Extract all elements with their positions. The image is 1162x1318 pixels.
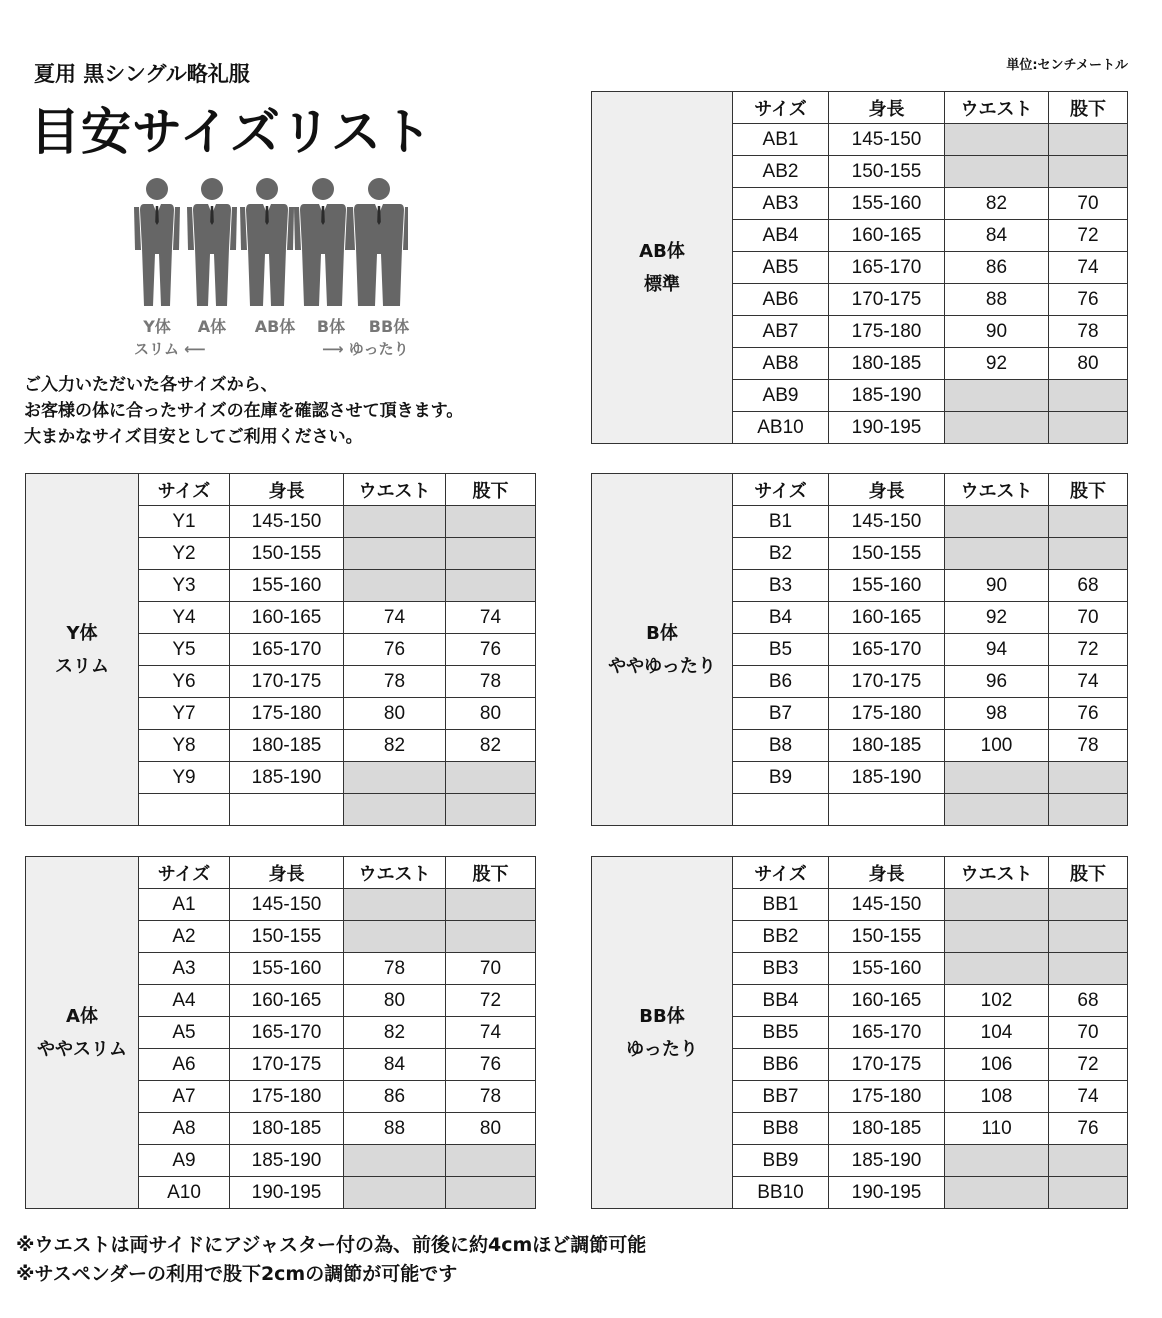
column-header-height: 身長 <box>829 857 945 889</box>
figure-label-ab: AB体 <box>254 317 296 336</box>
inseam-cell <box>446 1177 536 1209</box>
body-type-group-line: B体 <box>646 622 678 644</box>
column-header-size: サイズ <box>733 92 829 124</box>
size-cell: BB3 <box>733 953 829 985</box>
size-cell: AB8 <box>733 348 829 380</box>
inseam-cell <box>1049 762 1128 794</box>
column-header-size: サイズ <box>733 857 829 889</box>
waist-cell <box>945 380 1049 412</box>
height-cell: 180-185 <box>230 1113 344 1145</box>
person-right-arm <box>287 207 294 250</box>
waist-cell: 90 <box>945 316 1049 348</box>
waist-cell: 102 <box>945 985 1049 1017</box>
column-header-size: サイズ <box>139 474 230 506</box>
height-cell: 155-160 <box>829 953 945 985</box>
inseam-cell <box>1049 380 1128 412</box>
waist-cell <box>945 794 1049 826</box>
size-cell: Y8 <box>139 730 230 762</box>
inseam-cell: 76 <box>446 1049 536 1081</box>
height-cell: 150-155 <box>829 156 945 188</box>
height-cell: 145-150 <box>829 124 945 156</box>
size-cell: A10 <box>139 1177 230 1209</box>
waist-cell: 108 <box>945 1081 1049 1113</box>
waist-cell <box>945 921 1049 953</box>
height-cell: 145-150 <box>230 506 344 538</box>
height-cell: 190-195 <box>230 1177 344 1209</box>
height-cell: 160-165 <box>230 985 344 1017</box>
figure-label-b: B体 <box>316 317 346 336</box>
height-cell: 165-170 <box>829 1017 945 1049</box>
notes <box>16 1231 646 1289</box>
waist-cell: 74 <box>344 602 446 634</box>
size-cell: AB3 <box>733 188 829 220</box>
inseam-cell: 76 <box>1049 698 1128 730</box>
note-line: ※ウエストは両サイドにアジャスター付の為、前後に約4cmほど調節可能 <box>16 1234 647 1256</box>
height-cell: 160-165 <box>230 602 344 634</box>
size-cell: Y3 <box>139 570 230 602</box>
size-cell: Y2 <box>139 538 230 570</box>
size-cell: A8 <box>139 1113 230 1145</box>
person-left-arm <box>240 207 247 250</box>
size-cell: AB4 <box>733 220 829 252</box>
person-right-arm <box>173 207 180 250</box>
waist-cell <box>945 1177 1049 1209</box>
intro-text <box>24 372 463 450</box>
height-cell: 150-155 <box>829 921 945 953</box>
height-cell: 155-160 <box>829 188 945 220</box>
scale-slim-label: スリム ⟵ <box>134 340 206 358</box>
height-cell: 170-175 <box>829 1049 945 1081</box>
height-cell: 190-195 <box>829 1177 945 1209</box>
column-header-height: 身長 <box>829 92 945 124</box>
size-table-bb <box>591 856 1128 1209</box>
waist-cell: 78 <box>344 666 446 698</box>
unit-label: 単位:センチメートル <box>1006 58 1128 73</box>
inseam-cell <box>446 794 536 826</box>
body-type-group-label <box>592 857 733 1209</box>
inseam-cell: 70 <box>1049 602 1128 634</box>
waist-cell: 100 <box>945 730 1049 762</box>
body-type-group-label <box>26 474 139 826</box>
size-cell: AB9 <box>733 380 829 412</box>
figure-label-a: A体 <box>197 317 227 336</box>
person-head <box>201 178 223 200</box>
size-cell: Y6 <box>139 666 230 698</box>
body-type-group-line: AB体 <box>639 240 685 262</box>
height-cell: 160-165 <box>829 602 945 634</box>
table-header-row <box>26 474 536 506</box>
height-cell: 175-180 <box>230 698 344 730</box>
body-type-group-line: Y体 <box>66 622 98 644</box>
column-header-waist: ウエスト <box>344 474 446 506</box>
height-cell: 165-170 <box>230 634 344 666</box>
column-header-waist: ウエスト <box>945 92 1049 124</box>
size-cell: B8 <box>733 730 829 762</box>
table-header-row <box>592 857 1128 889</box>
column-header-height: 身長 <box>230 474 344 506</box>
size-cell: A5 <box>139 1017 230 1049</box>
inseam-cell <box>1049 1177 1128 1209</box>
inseam-cell: 76 <box>1049 284 1128 316</box>
size-cell: B9 <box>733 762 829 794</box>
body-type-group-label <box>592 474 733 826</box>
height-cell: 175-180 <box>230 1081 344 1113</box>
height-cell: 150-155 <box>829 538 945 570</box>
column-header-size: サイズ <box>733 474 829 506</box>
inseam-cell <box>1049 953 1128 985</box>
height-cell: 160-165 <box>829 985 945 1017</box>
size-cell: BB6 <box>733 1049 829 1081</box>
size-cell: A7 <box>139 1081 230 1113</box>
inseam-cell: 72 <box>1049 220 1128 252</box>
height-cell <box>829 794 945 826</box>
necktie <box>377 206 381 225</box>
intro-line: ご入力いただいた各サイズから、 <box>24 375 278 395</box>
waist-cell: 84 <box>344 1049 446 1081</box>
inseam-cell <box>446 921 536 953</box>
figure-label-bb: BB体 <box>368 317 410 336</box>
body-type-group-line: A体 <box>66 1005 98 1027</box>
inseam-cell: 78 <box>1049 316 1128 348</box>
height-cell: 160-165 <box>829 220 945 252</box>
column-header-height: 身長 <box>829 474 945 506</box>
figure-label-y: Y体 <box>143 317 171 336</box>
height-cell: 170-175 <box>230 1049 344 1081</box>
waist-cell: 90 <box>945 570 1049 602</box>
size-cell: B6 <box>733 666 829 698</box>
inseam-cell: 76 <box>446 634 536 666</box>
waist-cell <box>945 1145 1049 1177</box>
inseam-cell: 78 <box>446 1081 536 1113</box>
inseam-cell <box>446 506 536 538</box>
inseam-cell: 72 <box>1049 1049 1128 1081</box>
height-cell: 180-185 <box>829 1113 945 1145</box>
waist-cell: 98 <box>945 698 1049 730</box>
height-cell: 150-155 <box>230 921 344 953</box>
size-cell: AB5 <box>733 252 829 284</box>
person-head <box>312 178 334 200</box>
height-cell: 190-195 <box>829 412 945 444</box>
height-cell: 165-170 <box>230 1017 344 1049</box>
person-head <box>256 178 278 200</box>
body-type-group-label <box>592 92 733 444</box>
waist-cell <box>945 156 1049 188</box>
necktie <box>265 206 269 225</box>
column-header-inseam: 股下 <box>1049 92 1128 124</box>
height-cell: 170-175 <box>829 284 945 316</box>
size-cell: AB6 <box>733 284 829 316</box>
size-cell: AB10 <box>733 412 829 444</box>
body-type-group-label <box>26 857 139 1209</box>
inseam-cell: 76 <box>1049 1113 1128 1145</box>
height-cell: 145-150 <box>829 889 945 921</box>
size-cell: BB2 <box>733 921 829 953</box>
waist-cell: 82 <box>344 1017 446 1049</box>
waist-cell <box>344 762 446 794</box>
waist-cell <box>945 124 1049 156</box>
intro-line: お客様の体に合ったサイズの在庫を確認させて頂きます。 <box>24 401 464 421</box>
waist-cell: 82 <box>945 188 1049 220</box>
size-cell: B7 <box>733 698 829 730</box>
waist-cell: 80 <box>344 698 446 730</box>
intro-line: 大まかなサイズ目安としてご利用ください。 <box>24 427 363 447</box>
height-cell: 185-190 <box>829 380 945 412</box>
person-left-arm <box>187 207 194 250</box>
page-subtitle: 夏用 黒シングル略礼服 <box>34 62 250 86</box>
waist-cell <box>945 953 1049 985</box>
column-header-inseam: 股下 <box>1049 857 1128 889</box>
waist-cell <box>344 921 446 953</box>
height-cell: 145-150 <box>230 889 344 921</box>
height-cell: 155-160 <box>230 953 344 985</box>
inseam-cell <box>446 762 536 794</box>
person-right-arm <box>230 207 237 250</box>
inseam-cell: 70 <box>446 953 536 985</box>
inseam-cell <box>1049 889 1128 921</box>
size-cell: BB5 <box>733 1017 829 1049</box>
column-header-height: 身長 <box>230 857 344 889</box>
inseam-cell <box>446 1145 536 1177</box>
inseam-cell <box>446 538 536 570</box>
size-cell: A2 <box>139 921 230 953</box>
table-header-row <box>592 92 1128 124</box>
waist-cell: 84 <box>945 220 1049 252</box>
waist-cell <box>344 506 446 538</box>
waist-cell: 106 <box>945 1049 1049 1081</box>
waist-cell: 82 <box>344 730 446 762</box>
waist-cell: 92 <box>945 602 1049 634</box>
size-cell: BB9 <box>733 1145 829 1177</box>
size-cell: Y4 <box>139 602 230 634</box>
inseam-cell <box>1049 794 1128 826</box>
size-cell: AB7 <box>733 316 829 348</box>
waist-cell: 104 <box>945 1017 1049 1049</box>
waist-cell: 92 <box>945 348 1049 380</box>
size-cell: BB8 <box>733 1113 829 1145</box>
height-cell: 165-170 <box>829 252 945 284</box>
height-cell: 180-185 <box>230 730 344 762</box>
necktie <box>155 206 159 225</box>
inseam-cell <box>1049 156 1128 188</box>
waist-cell <box>344 1145 446 1177</box>
size-cell: B2 <box>733 538 829 570</box>
size-cell <box>139 794 230 826</box>
waist-cell: 88 <box>945 284 1049 316</box>
size-cell: BB7 <box>733 1081 829 1113</box>
size-cell: AB2 <box>733 156 829 188</box>
inseam-cell: 72 <box>1049 634 1128 666</box>
height-cell: 180-185 <box>829 348 945 380</box>
waist-cell: 88 <box>344 1113 446 1145</box>
size-cell: B3 <box>733 570 829 602</box>
waist-cell: 86 <box>344 1081 446 1113</box>
person-left-arm <box>294 207 301 250</box>
waist-cell: 110 <box>945 1113 1049 1145</box>
size-table-ab <box>591 91 1128 444</box>
person-head <box>368 178 390 200</box>
column-header-waist: ウエスト <box>945 474 1049 506</box>
height-cell: 175-180 <box>829 1081 945 1113</box>
waist-cell: 96 <box>945 666 1049 698</box>
body-type-figures <box>126 176 426 362</box>
height-cell: 170-175 <box>829 666 945 698</box>
person-left-arm <box>134 207 141 250</box>
size-cell: B5 <box>733 634 829 666</box>
inseam-cell: 78 <box>446 666 536 698</box>
inseam-cell: 74 <box>1049 252 1128 284</box>
height-cell: 145-150 <box>829 506 945 538</box>
height-cell: 185-190 <box>230 1145 344 1177</box>
necktie <box>210 206 214 225</box>
height-cell: 175-180 <box>829 698 945 730</box>
inseam-cell: 80 <box>446 698 536 730</box>
inseam-cell: 78 <box>1049 730 1128 762</box>
waist-cell <box>945 506 1049 538</box>
inseam-cell <box>1049 412 1128 444</box>
height-cell: 155-160 <box>829 570 945 602</box>
column-header-inseam: 股下 <box>446 474 536 506</box>
waist-cell: 78 <box>344 953 446 985</box>
inseam-cell: 74 <box>446 602 536 634</box>
size-cell: Y5 <box>139 634 230 666</box>
inseam-cell <box>446 570 536 602</box>
size-cell: Y7 <box>139 698 230 730</box>
waist-cell <box>344 794 446 826</box>
size-cell: AB1 <box>733 124 829 156</box>
body-type-group-line: ややスリム <box>37 1038 127 1060</box>
scale-loose-label: ⟶ ゆったり <box>322 340 409 358</box>
inseam-cell: 68 <box>1049 570 1128 602</box>
size-cell: BB1 <box>733 889 829 921</box>
body-type-group-line: ゆったり <box>626 1038 698 1060</box>
inseam-cell: 80 <box>446 1113 536 1145</box>
inseam-cell <box>1049 124 1128 156</box>
size-cell: A9 <box>139 1145 230 1177</box>
body-type-group-line: BB体 <box>639 1005 685 1027</box>
waist-cell <box>945 762 1049 794</box>
inseam-cell <box>1049 538 1128 570</box>
column-header-waist: ウエスト <box>945 857 1049 889</box>
inseam-cell: 70 <box>1049 1017 1128 1049</box>
inseam-cell: 80 <box>1049 348 1128 380</box>
size-cell: B4 <box>733 602 829 634</box>
inseam-cell <box>446 889 536 921</box>
column-header-inseam: 股下 <box>446 857 536 889</box>
inseam-cell: 82 <box>446 730 536 762</box>
inseam-cell: 72 <box>446 985 536 1017</box>
height-cell: 185-190 <box>829 1145 945 1177</box>
waist-cell <box>344 570 446 602</box>
table-header-row <box>592 474 1128 506</box>
size-cell: Y9 <box>139 762 230 794</box>
inseam-cell: 74 <box>1049 666 1128 698</box>
inseam-cell <box>1049 506 1128 538</box>
height-cell: 150-155 <box>230 538 344 570</box>
height-cell: 170-175 <box>230 666 344 698</box>
height-cell: 155-160 <box>230 570 344 602</box>
body-type-group-line: ややゆったり <box>608 655 716 677</box>
waist-cell <box>945 889 1049 921</box>
inseam-cell: 68 <box>1049 985 1128 1017</box>
size-table-b <box>591 473 1128 826</box>
waist-cell <box>945 412 1049 444</box>
waist-cell <box>945 538 1049 570</box>
height-cell <box>230 794 344 826</box>
inseam-cell: 70 <box>1049 188 1128 220</box>
size-cell: A6 <box>139 1049 230 1081</box>
column-header-size: サイズ <box>139 857 230 889</box>
waist-cell: 76 <box>344 634 446 666</box>
waist-cell: 94 <box>945 634 1049 666</box>
table-header-row <box>26 857 536 889</box>
size-table-y <box>25 473 536 826</box>
waist-cell: 86 <box>945 252 1049 284</box>
size-table-a <box>25 856 536 1209</box>
size-cell: A1 <box>139 889 230 921</box>
note-line: ※サスペンダーの利用で股下2cmの調節が可能です <box>16 1263 458 1285</box>
size-cell: B1 <box>733 506 829 538</box>
size-cell: Y1 <box>139 506 230 538</box>
inseam-cell <box>1049 921 1128 953</box>
inseam-cell: 74 <box>446 1017 536 1049</box>
size-cell: A3 <box>139 953 230 985</box>
waist-cell <box>344 1177 446 1209</box>
height-cell: 165-170 <box>829 634 945 666</box>
height-cell: 180-185 <box>829 730 945 762</box>
waist-cell: 80 <box>344 985 446 1017</box>
body-type-group-line: スリム <box>55 655 109 677</box>
height-cell: 175-180 <box>829 316 945 348</box>
height-cell: 185-190 <box>230 762 344 794</box>
size-cell: BB10 <box>733 1177 829 1209</box>
inseam-cell: 74 <box>1049 1081 1128 1113</box>
size-cell <box>733 794 829 826</box>
necktie <box>321 206 325 225</box>
height-cell: 185-190 <box>829 762 945 794</box>
waist-cell <box>344 538 446 570</box>
inseam-cell <box>1049 1145 1128 1177</box>
size-cell: A4 <box>139 985 230 1017</box>
person-head <box>146 178 168 200</box>
waist-cell <box>344 889 446 921</box>
column-header-waist: ウエスト <box>344 857 446 889</box>
column-header-inseam: 股下 <box>1049 474 1128 506</box>
page-title: 目安サイズリスト <box>30 103 433 161</box>
body-type-group-line: 標準 <box>644 273 680 295</box>
size-cell: BB4 <box>733 985 829 1017</box>
